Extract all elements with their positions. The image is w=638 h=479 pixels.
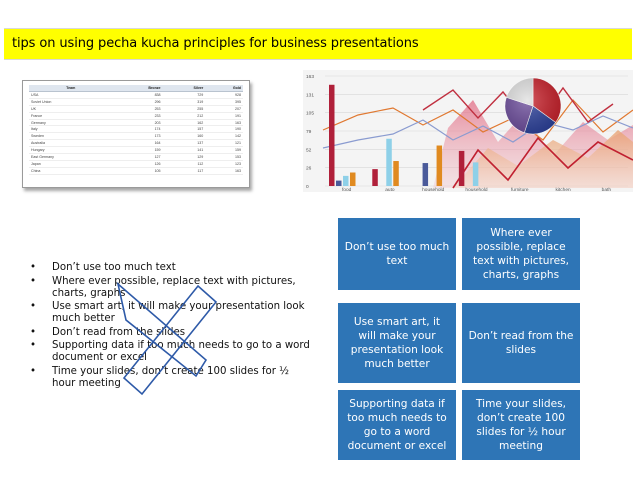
- y-tick-label: 52: [306, 148, 312, 154]
- bullet-item: [30, 276, 310, 300]
- table-cell-team: UK: [29, 105, 112, 112]
- bullet-dot: •: [30, 365, 37, 377]
- tile-supporting-data: [338, 390, 456, 460]
- table-cell-value: 212: [163, 112, 206, 119]
- tile-text: Time your slides, don’t create 100 slides for ½ hour meeting: [475, 398, 567, 452]
- table-cell-value: 121: [205, 140, 243, 147]
- tile-dont-read-from-slides: [462, 303, 580, 383]
- table-cell-value: 253: [112, 105, 162, 112]
- header-gold: Gold: [205, 85, 243, 92]
- table-cell-value: 838: [112, 92, 162, 99]
- bar: [329, 85, 335, 186]
- tile-text: Where ever possible, replace text with pictures, charts, graphs: [472, 227, 569, 281]
- chart-svg: [303, 70, 633, 192]
- bullet-item: [30, 301, 310, 325]
- table-cell-value: 928: [205, 92, 243, 99]
- table-cell-value: 395: [205, 98, 243, 105]
- bar: [437, 146, 443, 186]
- pie-chart: [505, 78, 561, 134]
- table-row: [29, 160, 243, 167]
- table-cell-team: East Germany: [29, 154, 112, 161]
- bar: [393, 161, 399, 186]
- table-cell-value: 127: [112, 154, 162, 161]
- table-cell-value: 159: [112, 147, 162, 154]
- table-row: [29, 147, 243, 154]
- y-tick-label: 79: [306, 130, 312, 135]
- table-cell-value: 233: [112, 112, 162, 119]
- table-cell-value: 137: [163, 140, 206, 147]
- table-row: [29, 98, 243, 105]
- bar: [473, 162, 479, 186]
- table-row: [29, 92, 243, 99]
- bullet-item: [30, 327, 310, 339]
- bullet-dot: •: [30, 326, 37, 338]
- table-cell-team: Australia: [29, 140, 112, 147]
- table-cell-value: 141: [163, 147, 206, 154]
- tile-text: Don’t read from the slides: [468, 330, 574, 356]
- chart-image: [303, 70, 633, 192]
- y-tick-label: 26: [306, 166, 312, 172]
- table-row: [29, 133, 243, 140]
- x-tick-label: food: [341, 188, 352, 192]
- bullet-item: [30, 366, 310, 390]
- table-row: [29, 112, 243, 119]
- title-bar: [4, 28, 632, 60]
- bullet-text: Don’t use too much text: [52, 262, 176, 273]
- table-cell-value: 162: [163, 119, 206, 126]
- bullet-text: Use smart art, it will make your presentation look much better: [52, 301, 305, 325]
- table-cell-value: 153: [205, 154, 243, 161]
- table-cell-team: Hungary: [29, 147, 112, 154]
- table-cell-value: 157: [163, 126, 206, 133]
- table-cell-value: 105: [112, 167, 162, 174]
- tile-text: Don’t use too much text: [344, 241, 450, 267]
- table-cell-value: 112: [163, 160, 206, 167]
- table-cell-team: China: [29, 167, 112, 174]
- tile-dont-use-too-much-text: [338, 218, 456, 290]
- medal-table: [29, 85, 243, 175]
- table-cell-value: 207: [205, 105, 243, 112]
- bullet-dot: •: [30, 275, 37, 287]
- y-tick-label: 131: [306, 93, 315, 99]
- bullet-text: Time your slides, don’t create 100 slides for ½ hour meeting: [52, 365, 290, 389]
- table-cell-value: 191: [205, 112, 243, 119]
- table-cell-value: 203: [112, 119, 162, 126]
- bar: [459, 151, 465, 186]
- table-row: [29, 167, 243, 174]
- y-tick-label: 105: [306, 111, 315, 117]
- medal-table-image: [22, 80, 250, 188]
- tile-use-smart-art: [338, 303, 456, 383]
- bullet-text: Supporting data if too much needs to go to a word document or excel: [52, 340, 310, 364]
- bullet-list: [30, 262, 310, 392]
- slide-title: tips on using pecha kucha principles for business presentations: [12, 36, 419, 51]
- table-cell-value: 174: [112, 126, 162, 133]
- table-cell-team: Soviet Union: [29, 98, 112, 105]
- y-tick-label: 163: [306, 75, 315, 80]
- pie-shading: [505, 78, 561, 134]
- table-cell-team: Japan: [29, 160, 112, 167]
- table-cell-value: 117: [163, 167, 206, 174]
- bar: [343, 176, 349, 186]
- table-cell-value: 255: [163, 105, 206, 112]
- header-silver: Silver: [163, 85, 206, 92]
- x-tick-label: auto: [385, 188, 395, 192]
- table-cell-value: 190: [205, 126, 243, 133]
- table-cell-value: 126: [112, 160, 162, 167]
- table-cell-value: 164: [112, 140, 162, 147]
- bullet-text: Don’t read from the slides: [52, 326, 186, 338]
- tile-replace-text-with-pictures: [462, 218, 580, 290]
- table-cell-team: Sweden: [29, 133, 112, 140]
- table-row: [29, 154, 243, 161]
- bullet-dot: •: [30, 262, 37, 273]
- x-tick-label: furniture: [510, 188, 529, 192]
- y-tick-label: 0: [306, 185, 309, 190]
- bullet-item: [30, 262, 310, 274]
- table-row: [29, 119, 243, 126]
- table-cell-team: USA: [29, 92, 112, 99]
- table-cell-value: 296: [112, 98, 162, 105]
- bar: [386, 139, 392, 186]
- tile-text: Supporting data if too much needs to go to a word document or excel: [347, 398, 447, 452]
- table-cell-value: 159: [205, 147, 243, 154]
- bar: [350, 173, 356, 186]
- bullet-dot: •: [30, 301, 37, 313]
- bullet-text: Where ever possible, replace text with pictures, charts, graphs: [52, 275, 296, 299]
- table-cell-team: France: [29, 112, 112, 119]
- x-tick-label: bath: [601, 188, 612, 192]
- bar: [372, 169, 378, 186]
- table-cell-value: 729: [163, 92, 206, 99]
- header-bronze: Bronze: [112, 85, 162, 92]
- x-tick-label: kitchen: [555, 188, 571, 192]
- tile-time-your-slides: [462, 390, 580, 460]
- table-row: [29, 140, 243, 147]
- bar: [423, 163, 429, 186]
- table-cell-value: 123: [205, 160, 243, 167]
- table-cell-team: Italy: [29, 126, 112, 133]
- table-row: [29, 105, 243, 112]
- bullet-item: [30, 340, 310, 364]
- table-row: [29, 126, 243, 133]
- x-tick-label: household: [465, 188, 488, 192]
- x-tick-label: household: [422, 188, 445, 192]
- table-cell-value: 173: [112, 133, 162, 140]
- table-cell-value: 163: [205, 119, 243, 126]
- table-cell-value: 163: [205, 167, 243, 174]
- table-cell-value: 129: [163, 154, 206, 161]
- table-cell-value: 160: [163, 133, 206, 140]
- tile-text: Use smart art, it will make your presentation look much better: [350, 316, 444, 370]
- table-cell-team: Germany: [29, 119, 112, 126]
- table-cell-value: 319: [163, 98, 206, 105]
- bullet-dot: •: [30, 340, 37, 352]
- medal-table-body: [29, 92, 243, 175]
- bar: [336, 181, 342, 186]
- header-team: Team: [29, 85, 112, 92]
- table-cell-value: 142: [205, 133, 243, 140]
